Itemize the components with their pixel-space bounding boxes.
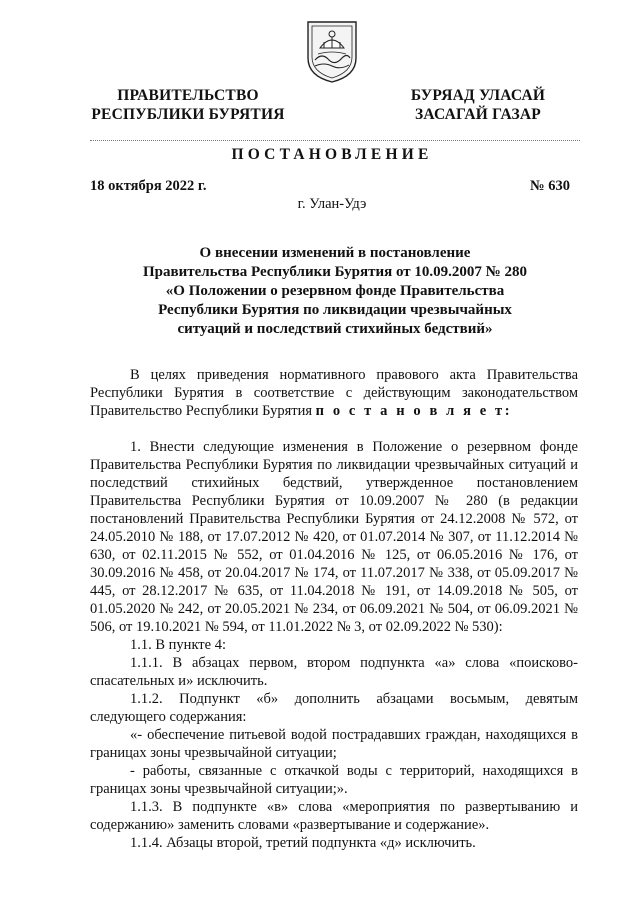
coat-of-arms-emblem [302, 18, 362, 84]
document-body [90, 366, 578, 852]
body-paragraph: 1.1.3. В подпункте «в» слова «мероприятия по развертыванию и содержанию» заменить словами «развертывание и содержание». [90, 799, 578, 833]
gov-line-2-buryat: ЗАСАГАЙ ГАЗАР [415, 106, 541, 123]
government-name-russian [72, 86, 304, 124]
preamble-verb: п о с т а н о в л я е т: [315, 403, 513, 419]
document-title [120, 244, 550, 339]
gov-line-2: РЕСПУБЛИКИ БУРЯТИЯ [91, 106, 285, 123]
title-line: ситуаций и последствий стихийных бедствий» [177, 321, 493, 337]
body-paragraph: 1. Внести следующие изменения в Положение о резервном фонде Правительства Республики Бурятия по ликвидации чрезвычайных ситуаций и последствий стихийных бедствий, утвержденное постановлением Правительства Республики Бурятия от 10.09.2007 № 280 (в редакции постановлений Правительства Республики Бурятия от 24.12.2008 № 572, от 24.05.2010 № 188, от 17.07.2012 № 420, от 01.07.2014 № 307, от 11.12.2014 № 630, от 02.11.2015 № 552, от 01.04.2016 № 125, от 06.05.2016 № 176, от 30.09.2016 № 458, от 20.04.2017 № 174, от 11.07.2017 № 338, от 05.09.2017 № 445, от 28.12.2017 № 635, от 11.04.2018 № 191, от 14.09.2018 № 505, от 01.05.2020 № 242, от 20.05.2021 № 234, от 06.09.2021 № 504, от 06.09.2021 № 506, от 19.10.2021 № 594, от 11.01.2022 № 3, от 02.09.2022 № 530): [90, 439, 578, 635]
body-paragraph: - работы, связанные с откачкой воды с территорий, находящихся в границах зоны чрезвычайной ситуации;». [90, 763, 578, 797]
document-type: ПОСТАНОВЛЕНИЕ [231, 146, 433, 163]
title-line: Республики Бурятия по ликвидации чрезвычайных [158, 302, 512, 318]
government-name-buryat [378, 86, 578, 124]
title-line: «О Положении о резервном фонде Правительства [165, 283, 505, 299]
header-divider [90, 140, 580, 141]
body-paragraph: «- обеспечение питьевой водой пострадавших граждан, находящихся в границах зоны чрезвычайной ситуации; [90, 727, 578, 761]
body-paragraph: 1.1.1. В абзацах первом, втором подпункта «а» слова «поисково-спасательных и» исключить. [90, 655, 578, 689]
preamble-text: В целях приведения нормативного правового акта Правительства Республики Бурятия в соответствие с действующим законодательством Правительство Республики Бурятия [90, 367, 578, 419]
title-line: О внесении изменений в постановление [199, 245, 471, 261]
gov-line-1-buryat: БУРЯАД УЛАСАЙ [410, 87, 546, 104]
preamble-paragraph [90, 366, 578, 420]
body-paragraph: 1.1. В пункте 4: [130, 637, 226, 653]
document-number: № 630 [530, 178, 570, 194]
body-paragraph: 1.1.4. Абзацы второй, третий подпункта «д» исключить. [130, 835, 476, 851]
title-line: Правительства Республики Бурятия от 10.09.2007 № 280 [142, 264, 527, 280]
gov-line-1: ПРАВИТЕЛЬСТВО [117, 87, 259, 104]
body-paragraph: 1.1.2. Подпункт «б» дополнить абзацами восьмым, девятым следующего содержания: [90, 691, 578, 725]
document-city: г. Улан-Удэ [297, 196, 367, 212]
document-date: 18 октября 2022 г. [90, 178, 207, 194]
